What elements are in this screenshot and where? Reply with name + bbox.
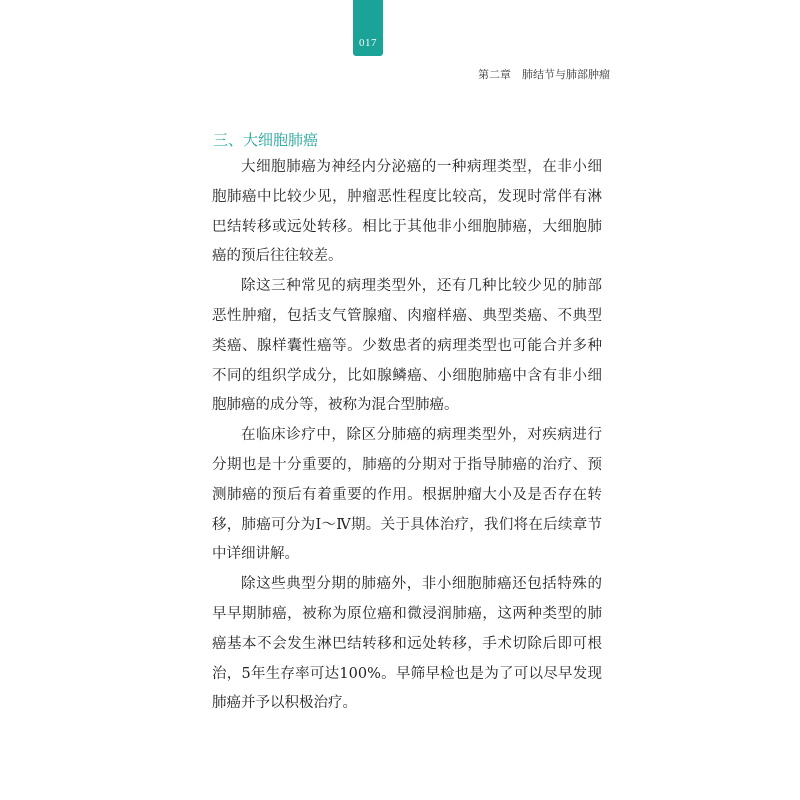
page-number-tab: [353, 0, 383, 56]
body-text: [212, 153, 602, 719]
paragraph: 除这些典型分期的肺癌外，非小细胞肺癌还包括特殊的早早期肺癌，被称为原位癌和微浸润肺癌，这两种类型的肺癌基本不会发生淋巴结转移和远处转移，手术切除后即可根治，5年生存率可达100%。早筛早检也是为了可以尽早发现肺癌并予以积极治疗。: [212, 576, 602, 712]
paragraph: 除这三种常见的病理类型外，还有几种比较少见的肺部恶性肿瘤，包括支气管腺瘤、肉瘤样癌、典型类癌、不典型类癌、腺样囊性癌等。少数患者的病理类型也可能合并多种不同的组织学成分，比如腺鳞癌、小细胞肺癌中含有非小细胞肺癌的成分等，被称为混合型肺癌。: [212, 278, 602, 414]
paragraph: 在临床诊疗中，除区分肺癌的病理类型外，对疾病进行分期也是十分重要的，肺癌的分期对于指导肺癌的治疗、预测肺癌的预后有着重要的作用。根据肿瘤大小及是否存在转移，肺癌可分为Ⅰ～Ⅳ期。关于具体治疗，我们将在后续章节中详细讲解。: [212, 427, 602, 563]
page-number: 017: [359, 37, 377, 49]
section-heading: 三、大细胞肺癌: [213, 131, 319, 149]
paragraph: 大细胞肺癌为神经内分泌癌的一种病理类型，在非小细胞肺癌中比较少见，肿瘤恶性程度比较高，发现时常伴有淋巴结转移或远处转移。相比于其他非小细胞肺癌，大细胞肺癌的预后往往较差。: [212, 159, 602, 265]
running-header: 第二章 肺结节与肺部肿瘤: [478, 68, 610, 81]
